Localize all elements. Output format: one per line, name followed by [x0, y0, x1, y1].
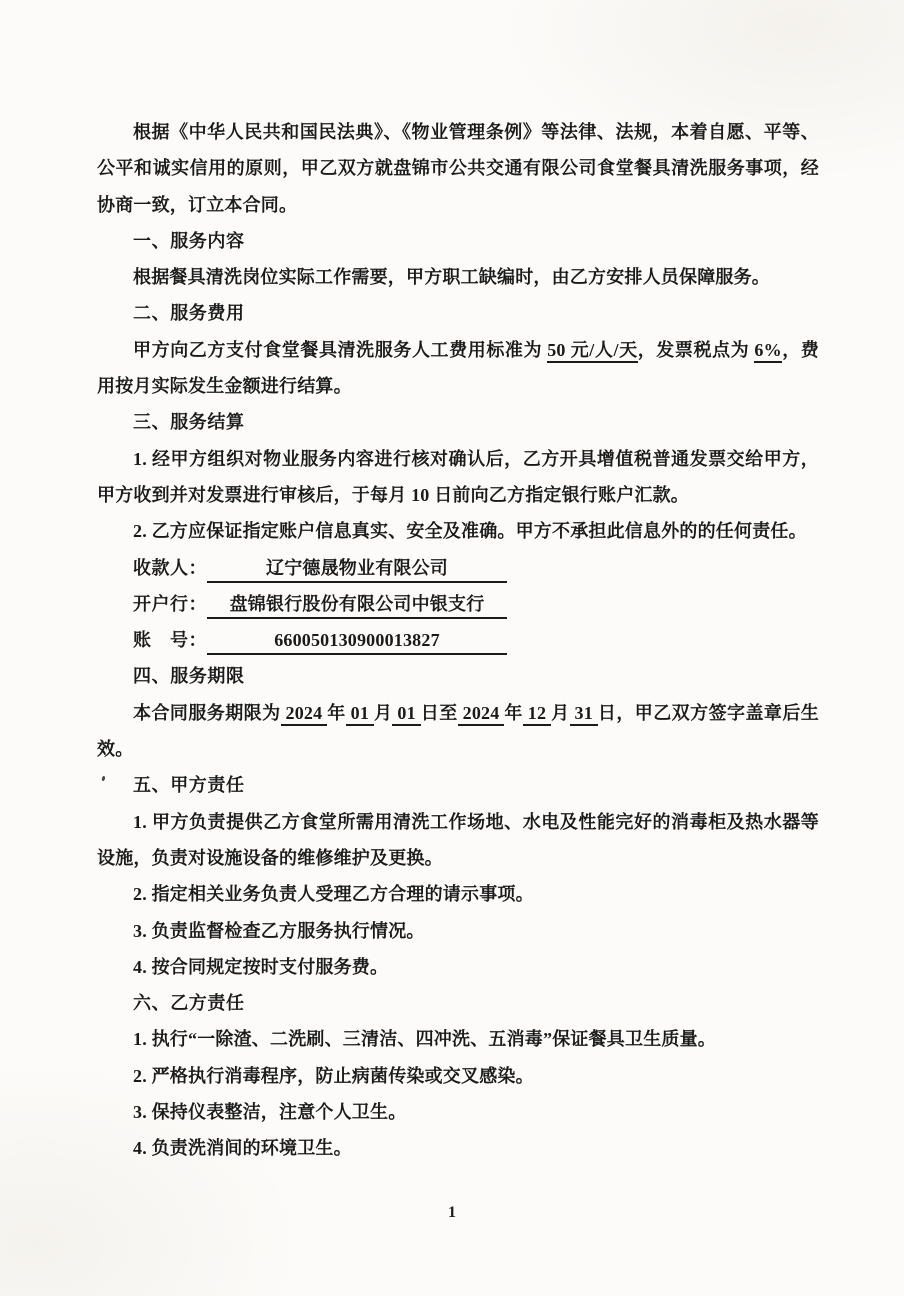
heading-section-6-text: 六、乙方责任 [133, 993, 245, 1014]
para-4-1-text: 本合同服务期限为 [133, 702, 281, 723]
para-6-2 [97, 1058, 819, 1094]
bank-field-value: 盘锦银行股份有限公司中银支行 [207, 591, 507, 619]
heading-section-1 [97, 223, 819, 259]
para-5-3 [97, 913, 819, 949]
para-2-1-text: ，费用按月实际发生金额进行结算。 [97, 339, 819, 397]
heading-section-1-text: 一、服务内容 [133, 230, 245, 251]
payee-field-value: 辽宁德晟物业有限公司 [207, 555, 507, 583]
para-6-3 [97, 1094, 819, 1130]
heading-section-2-text: 二、服务费用 [133, 303, 245, 324]
para-2-1 [97, 332, 819, 405]
para-6-1 [97, 1021, 819, 1057]
para-2-1-text: ，发票税点为 [637, 339, 755, 360]
heading-section-3 [97, 404, 819, 440]
para-5-4-text: 4. 按合同规定按时支付服务费。 [133, 956, 389, 977]
para-6-4-text: 4. 负责洗消间的环境卫生。 [133, 1138, 352, 1159]
para-4-1-text: 月 [551, 702, 570, 723]
heading-section-4-text: 四、服务期限 [133, 666, 245, 687]
heading-section-2 [97, 295, 819, 331]
para-5-1 [97, 804, 819, 877]
para-5-2-text: 2. 指定相关业务负责人受理乙方合理的请示事项。 [133, 884, 534, 905]
para-5-1-text: 1. 甲方负责提供乙方食堂所需用清洗工作场地、水电及性能完好的消毒柜及热水器等设施，负责对设施设备的维修维护及更换。 [97, 811, 819, 868]
intro-paragraph-text: 根据《中华人民共和国民法典》、《物业管理条例》等法律、法规，本着自愿、平等、公平和诚实信用的原则，甲乙双方就盘锦市公共交通有限公司食堂餐具清洗服务事项，经协商一致，订立本合同。 [97, 122, 819, 215]
heading-section-5-text: 五、甲方责任 [133, 775, 245, 796]
para-4-1-filled-value: 12 [523, 703, 551, 726]
para-1-1 [97, 259, 819, 295]
para-4-1-filled-value: 01 [346, 703, 374, 726]
para-3-1 [97, 441, 819, 514]
para-3-1-text: 1. 经甲方组织对物业服务内容进行核对确认后，乙方开具增值税普通发票交给甲方，甲方收到并对发票进行审核后，于每月 10 日前向乙方指定银行账户汇款。 [97, 448, 819, 505]
para-5-4 [97, 949, 819, 985]
para-4-1-text: 日，甲乙双方签字盖章后生效。 [97, 702, 819, 760]
payee-field-label: 收款人： [133, 557, 207, 578]
para-4-1-filled-value: 31 [570, 703, 598, 726]
para-3-2 [97, 513, 819, 549]
para-6-1-text: 1. 执行“一除渣、二洗刷、三清洁、四冲洗、五消毒”保证餐具卫生质量。 [133, 1029, 716, 1050]
para-5-3-text: 3. 负责监督检查乙方服务执行情况。 [133, 920, 425, 941]
para-4-1-filled-value: 01 [392, 703, 420, 726]
para-5-2 [97, 876, 819, 912]
account-field-label: 账 号： [133, 630, 207, 651]
para-3-2-text: 2. 乙方应保证指定账户信息真实、安全及准确。甲方不承担此信息外的的任何责任。 [133, 521, 807, 542]
account-field-value: 660050130900013827 [207, 627, 507, 655]
bank-field [97, 586, 819, 622]
para-2-1-filled-value: 6% [754, 340, 781, 363]
page-number: 1 [448, 1204, 456, 1221]
heading-section-4 [97, 658, 819, 694]
para-4-1-text: 年 [504, 702, 523, 723]
para-6-4 [97, 1130, 819, 1166]
intro-paragraph [97, 114, 819, 223]
account-field [97, 622, 819, 658]
document-blocks [97, 114, 819, 1167]
para-4-1-text: 月 [374, 702, 393, 723]
payee-field [97, 550, 819, 586]
para-4-1 [97, 695, 819, 768]
para-1-1-text: 根据餐具清洗岗位实际工作需要，甲方职工缺编时，由乙方安排人员保障服务。 [133, 267, 770, 288]
heading-section-6 [97, 985, 819, 1021]
para-2-1-filled-value: 50 元/人/天 [547, 340, 637, 363]
para-2-1-text: 甲方向乙方支付食堂餐具清洗服务人工费用标准为 [133, 339, 548, 360]
para-4-1-filled-value: 2024 [281, 703, 328, 726]
para-4-1-text: 日至 [420, 702, 458, 723]
bank-field-label: 开户行： [133, 593, 207, 614]
para-4-1-filled-value: 2024 [458, 703, 505, 726]
heading-section-3-text: 三、服务结算 [133, 412, 245, 433]
para-6-3-text: 3. 保持仪表整洁，注意个人卫生。 [133, 1102, 407, 1123]
heading-section-5 [97, 767, 819, 803]
para-4-1-text: 年 [327, 702, 346, 723]
para-6-2-text: 2. 严格执行消毒程序，防止病菌传染或交叉感染。 [133, 1065, 534, 1086]
